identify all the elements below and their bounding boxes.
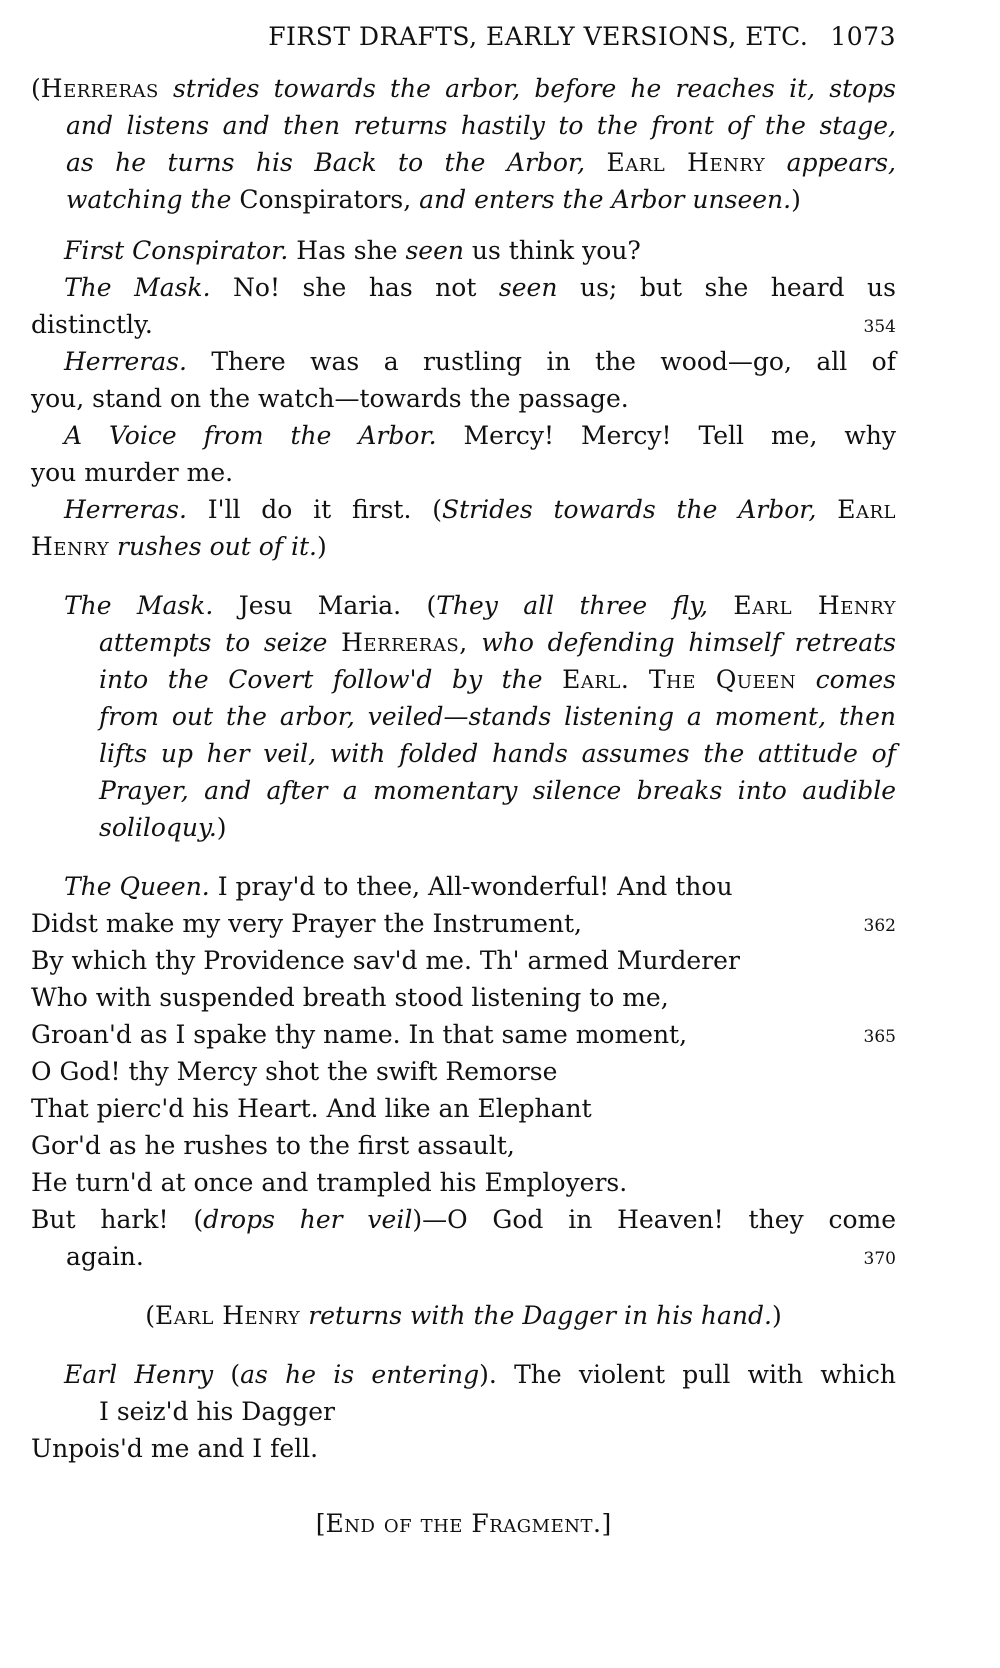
- speech: [31, 417, 896, 491]
- line-text: [99, 1397, 335, 1426]
- speech: [31, 491, 896, 565]
- roman-text: Has she: [288, 236, 406, 265]
- roman-text: I seiz'd his Dagger: [99, 1397, 336, 1426]
- stage-direction: [31, 587, 896, 846]
- roman-text: )—O God in Heaven! they come: [412, 1205, 896, 1234]
- text-line: [31, 868, 896, 905]
- line-text: [31, 983, 669, 1012]
- speech: [31, 343, 896, 417]
- line-text: [145, 1301, 781, 1330]
- line-text: [64, 872, 733, 901]
- text-line: [31, 587, 896, 624]
- text-line: [31, 1164, 896, 1201]
- italic-text: The Mask.: [64, 273, 211, 302]
- small-caps-name: Earl.: [562, 665, 630, 694]
- roman-text: you murder me.: [31, 458, 234, 487]
- text-line: [31, 1090, 896, 1127]
- running-title: FIRST DRAFTS, EARLY VERSIONS, ETC.: [268, 22, 809, 51]
- roman-text: I pray'd to thee, All-wonderful! And thou: [209, 872, 733, 901]
- roman-text: (: [213, 1360, 241, 1389]
- roman-text: He turn'd at once and trampled his Employers.: [31, 1168, 628, 1197]
- speech: [31, 232, 896, 269]
- italic-text: appears,: [765, 148, 896, 177]
- line-text: [31, 458, 233, 487]
- small-caps-name: Earl Henry: [733, 591, 897, 620]
- roman-text: (: [145, 1301, 156, 1330]
- line-text: [31, 1131, 515, 1160]
- roman-text: distinctly.: [31, 310, 153, 339]
- italic-text: Strides towards the Arbor,: [441, 495, 838, 524]
- roman-text: [: [315, 1509, 326, 1538]
- speech: [31, 269, 896, 343]
- line-text: [31, 1168, 627, 1197]
- roman-text: ]: [601, 1509, 612, 1538]
- italic-text: Prayer, and after a momentary silence breaks into audible: [99, 776, 896, 805]
- text-line: [31, 181, 896, 218]
- line-text: [31, 1057, 557, 1086]
- italic-text: seen: [405, 236, 464, 265]
- speech: [31, 1356, 896, 1467]
- roman-text: No! she has not: [210, 273, 499, 302]
- italic-text: drops her veil: [203, 1205, 413, 1234]
- small-caps-name: End of the Fragment.: [325, 1509, 602, 1538]
- roman-text: Conspirators,: [239, 185, 420, 214]
- italic-text: who defending himself retreats: [467, 628, 896, 657]
- text-line: [31, 454, 896, 491]
- italic-text: as he is entering: [240, 1360, 480, 1389]
- text-line: [31, 1053, 896, 1090]
- text-line: [31, 1297, 896, 1334]
- roman-text: There was a rustling in the wood—go, all of: [186, 347, 896, 376]
- italic-text: returns with the Dagger in his hand.: [300, 1301, 772, 1330]
- text-line: [31, 1393, 896, 1430]
- italic-text: from out the arbor, veiled—stands listening a moment, then: [99, 702, 896, 731]
- italic-text: seen: [498, 273, 558, 302]
- roman-text: Mercy! Mercy! Tell me, why: [436, 421, 896, 450]
- roman-text: ): [316, 532, 327, 561]
- line-number: 362: [863, 916, 896, 936]
- roman-text: Groan'd as I spake thy name. In that same moment,: [31, 1020, 688, 1049]
- roman-text: Unpois'd me and I fell.: [31, 1434, 319, 1463]
- text-line: [31, 343, 896, 380]
- text-line: [31, 1356, 896, 1393]
- italic-text: Herreras.: [64, 495, 187, 524]
- line-text: [31, 909, 582, 938]
- italic-text: as he turns his Back to the Arbor,: [66, 148, 607, 177]
- line-text: [316, 1509, 611, 1538]
- text-line: [31, 772, 896, 809]
- line-text: [64, 236, 641, 265]
- centered-direction: [31, 1505, 896, 1542]
- roman-text: us; but she heard us: [557, 273, 896, 302]
- verse-speech: [31, 868, 896, 1275]
- line-number: 365: [863, 1027, 896, 1047]
- roman-text: ): [216, 813, 227, 842]
- line-text: [31, 1094, 592, 1123]
- italic-text: rushes out of it.: [109, 532, 317, 561]
- line-text: [31, 310, 153, 339]
- body-text: [31, 70, 896, 1542]
- small-caps-name: Earl Henry: [606, 148, 766, 177]
- text-line: [31, 624, 896, 661]
- roman-text: [629, 665, 649, 694]
- roman-text: ): [791, 185, 801, 214]
- roman-text: Who with suspended breath stood listening to me,: [31, 983, 669, 1012]
- italic-text: and listens and then returns hastily to the front of the stage,: [66, 111, 896, 140]
- text-line: [31, 107, 896, 144]
- line-text: [31, 384, 629, 413]
- text-line: [31, 491, 896, 528]
- roman-text: us think you?: [463, 236, 641, 265]
- roman-text: Jesu Maria. (: [213, 591, 437, 620]
- line-text: [66, 1242, 144, 1271]
- italic-text: strides towards the arbor, before he reaches it, stops: [158, 74, 896, 103]
- roman-text: you, stand on the watch—towards the passage.: [31, 384, 629, 413]
- italic-text: attempts to seize: [99, 628, 342, 657]
- roman-text: But hark! (: [31, 1205, 204, 1234]
- page-number: 1073: [830, 22, 896, 51]
- text-line: [31, 1127, 896, 1164]
- book-page: [31, 22, 896, 1556]
- text-line: [31, 979, 896, 1016]
- roman-text: again.: [66, 1242, 144, 1271]
- italic-text: First Conspirator.: [64, 236, 289, 265]
- roman-text: ). The violent pull with which: [479, 1360, 896, 1389]
- small-caps-name: Herreras,: [341, 628, 468, 657]
- text-line: [31, 1201, 896, 1238]
- small-caps-name: Herreras: [40, 74, 159, 103]
- text-line: [31, 144, 896, 181]
- text-line: [31, 417, 896, 454]
- running-header: [31, 22, 896, 70]
- line-text: [31, 1020, 687, 1049]
- roman-text: (: [31, 74, 41, 103]
- roman-text: By which thy Providence sav'd me. Th' armed Murderer: [31, 946, 740, 975]
- roman-text: I'll do it first. (: [186, 495, 442, 524]
- italic-text: Earl Henry: [64, 1360, 214, 1389]
- text-line: [31, 905, 896, 942]
- italic-text: A Voice from the Arbor.: [64, 421, 437, 450]
- line-text: [31, 1434, 318, 1463]
- italic-text: watching the: [66, 185, 240, 214]
- italic-text: The Queen.: [64, 872, 210, 901]
- text-line: [31, 232, 896, 269]
- text-line: [31, 942, 896, 979]
- text-line: [31, 1238, 896, 1275]
- line-text: [31, 532, 327, 561]
- text-line: [31, 735, 896, 772]
- small-caps-name: Earl Henry: [155, 1301, 301, 1330]
- text-line: [31, 306, 896, 343]
- roman-text: That pierc'd his Heart. And like an Elephant: [31, 1094, 592, 1123]
- italic-text: They all three fly,: [436, 591, 734, 620]
- text-line: [31, 269, 896, 306]
- roman-text: Gor'd as he rushes to the first assault,: [31, 1131, 515, 1160]
- italic-text: Herreras.: [64, 347, 187, 376]
- italic-text: comes: [796, 665, 896, 694]
- italic-text: and enters the Arbor unseen.: [419, 185, 792, 214]
- line-number: 354: [863, 317, 896, 337]
- line-number: 370: [863, 1249, 896, 1269]
- italic-text: soliloquy.: [99, 813, 217, 842]
- text-line: [31, 70, 896, 107]
- text-line: [31, 380, 896, 417]
- text-line: [31, 1430, 896, 1467]
- roman-text: O God! thy Mercy shot the swift Remorse: [31, 1057, 558, 1086]
- line-text: [31, 946, 740, 975]
- text-line: [31, 528, 896, 565]
- text-line: [31, 809, 896, 846]
- centered-direction: [31, 1297, 896, 1334]
- line-text: [66, 185, 801, 214]
- text-line: [31, 1016, 896, 1053]
- italic-text: lifts up her veil, with folded hands assumes the attitude of: [99, 739, 896, 768]
- text-line: [31, 1505, 896, 1542]
- stage-direction: [31, 70, 896, 218]
- line-text: [99, 813, 227, 842]
- italic-text: into the Covert follow'd by the: [99, 665, 563, 694]
- small-caps-name: Earl: [837, 495, 897, 524]
- small-caps-name: The Queen: [648, 665, 797, 694]
- text-line: [31, 661, 896, 698]
- roman-text: ): [771, 1301, 782, 1330]
- text-line: [31, 698, 896, 735]
- roman-text: Didst make my very Prayer the Instrument,: [31, 909, 582, 938]
- small-caps-name: Henry: [31, 532, 110, 561]
- italic-text: The Mask.: [64, 591, 214, 620]
